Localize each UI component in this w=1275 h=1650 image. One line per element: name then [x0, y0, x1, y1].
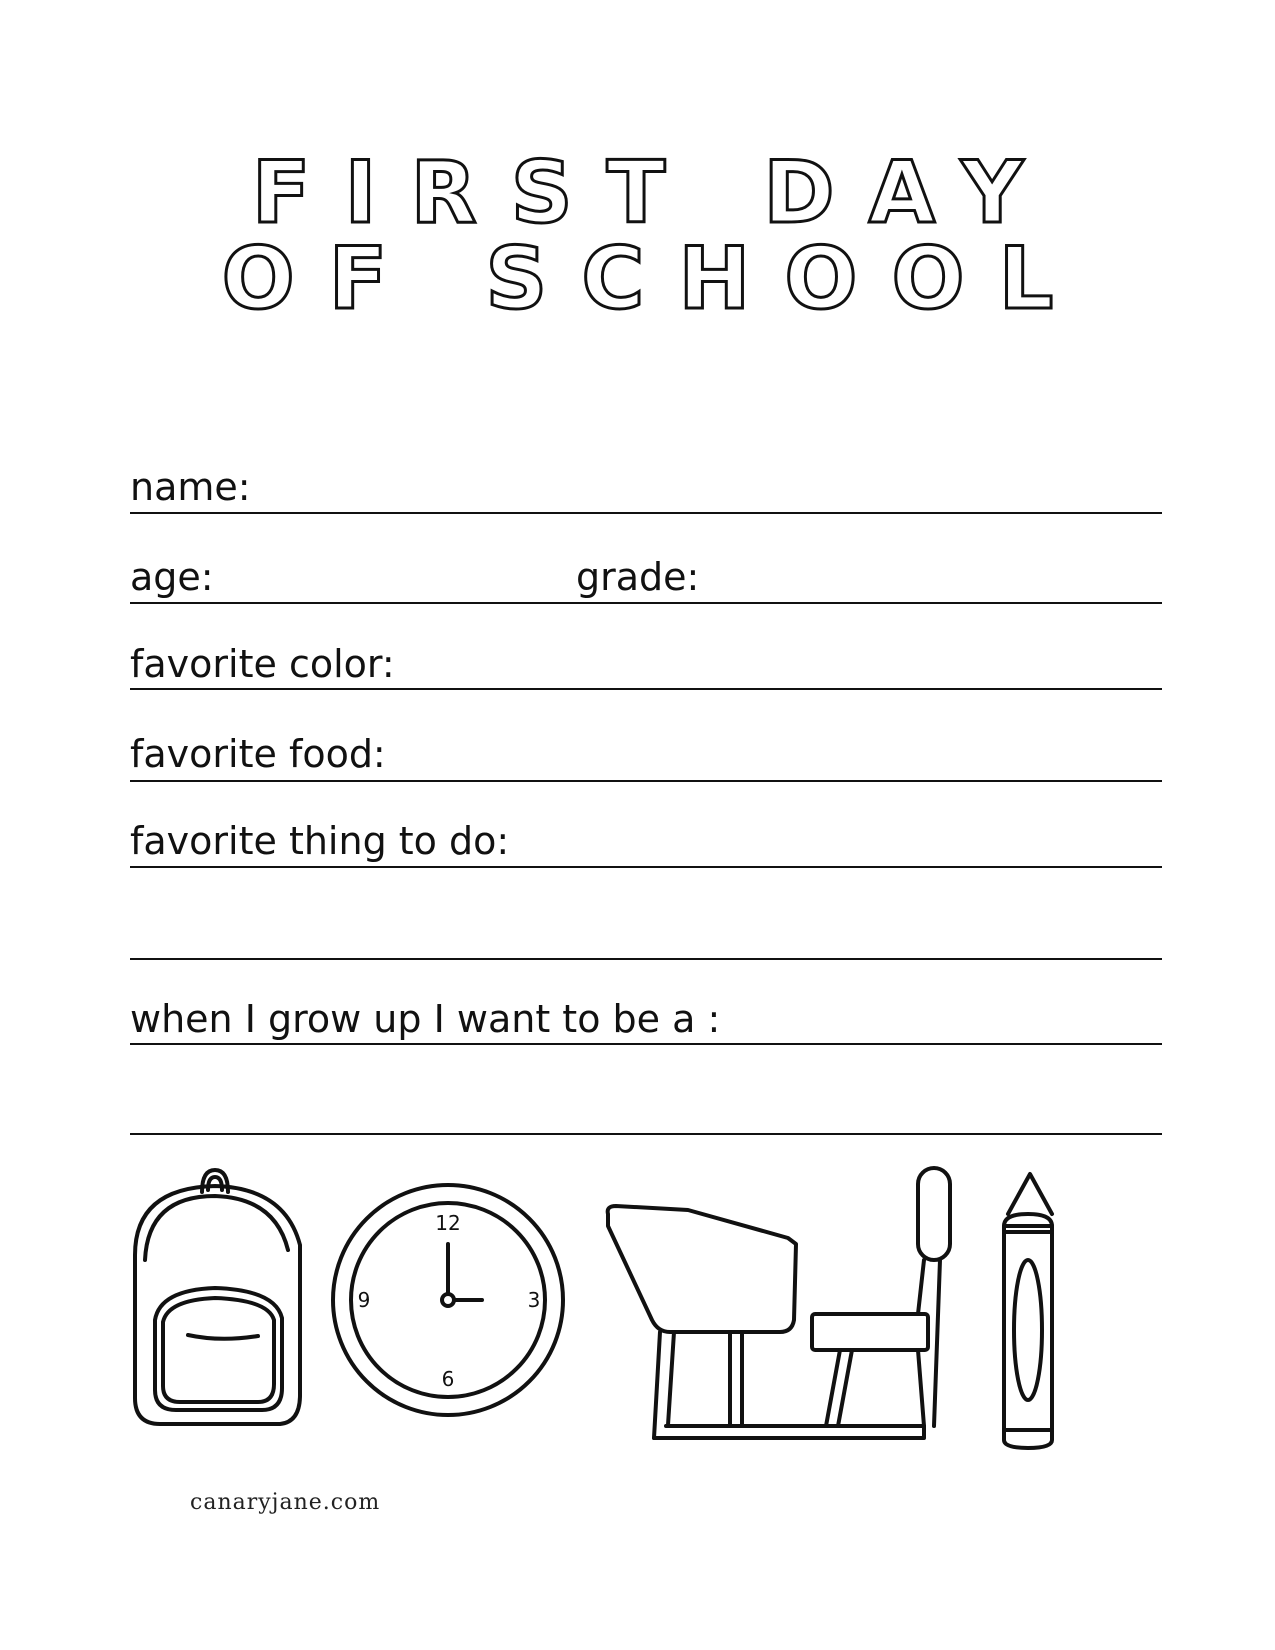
label-age: age:	[130, 555, 214, 599]
footer-website: canaryjane.com	[190, 1490, 381, 1515]
title-first-day: FIRST DAY	[251, 143, 1058, 243]
label-favorite-color: favorite color:	[130, 642, 395, 686]
clock-numeral-3: 3	[527, 1288, 541, 1312]
clock-numeral-6: 6	[441, 1367, 455, 1391]
label-name: name:	[130, 465, 251, 509]
title-of-school: OF SCHOOL	[221, 229, 1088, 329]
label-favorite-food: favorite food:	[130, 732, 386, 776]
backpack-icon	[135, 1170, 300, 1424]
label-favorite-thing: favorite thing to do:	[130, 819, 510, 863]
clock-numeral-12: 12	[435, 1211, 461, 1235]
crayon-icon	[1004, 1174, 1052, 1448]
label-grade: grade:	[576, 555, 700, 599]
school-desk-icon	[608, 1168, 950, 1438]
clock-numeral-9: 9	[357, 1288, 371, 1312]
label-grow-up: when I grow up I want to be a :	[130, 997, 721, 1041]
